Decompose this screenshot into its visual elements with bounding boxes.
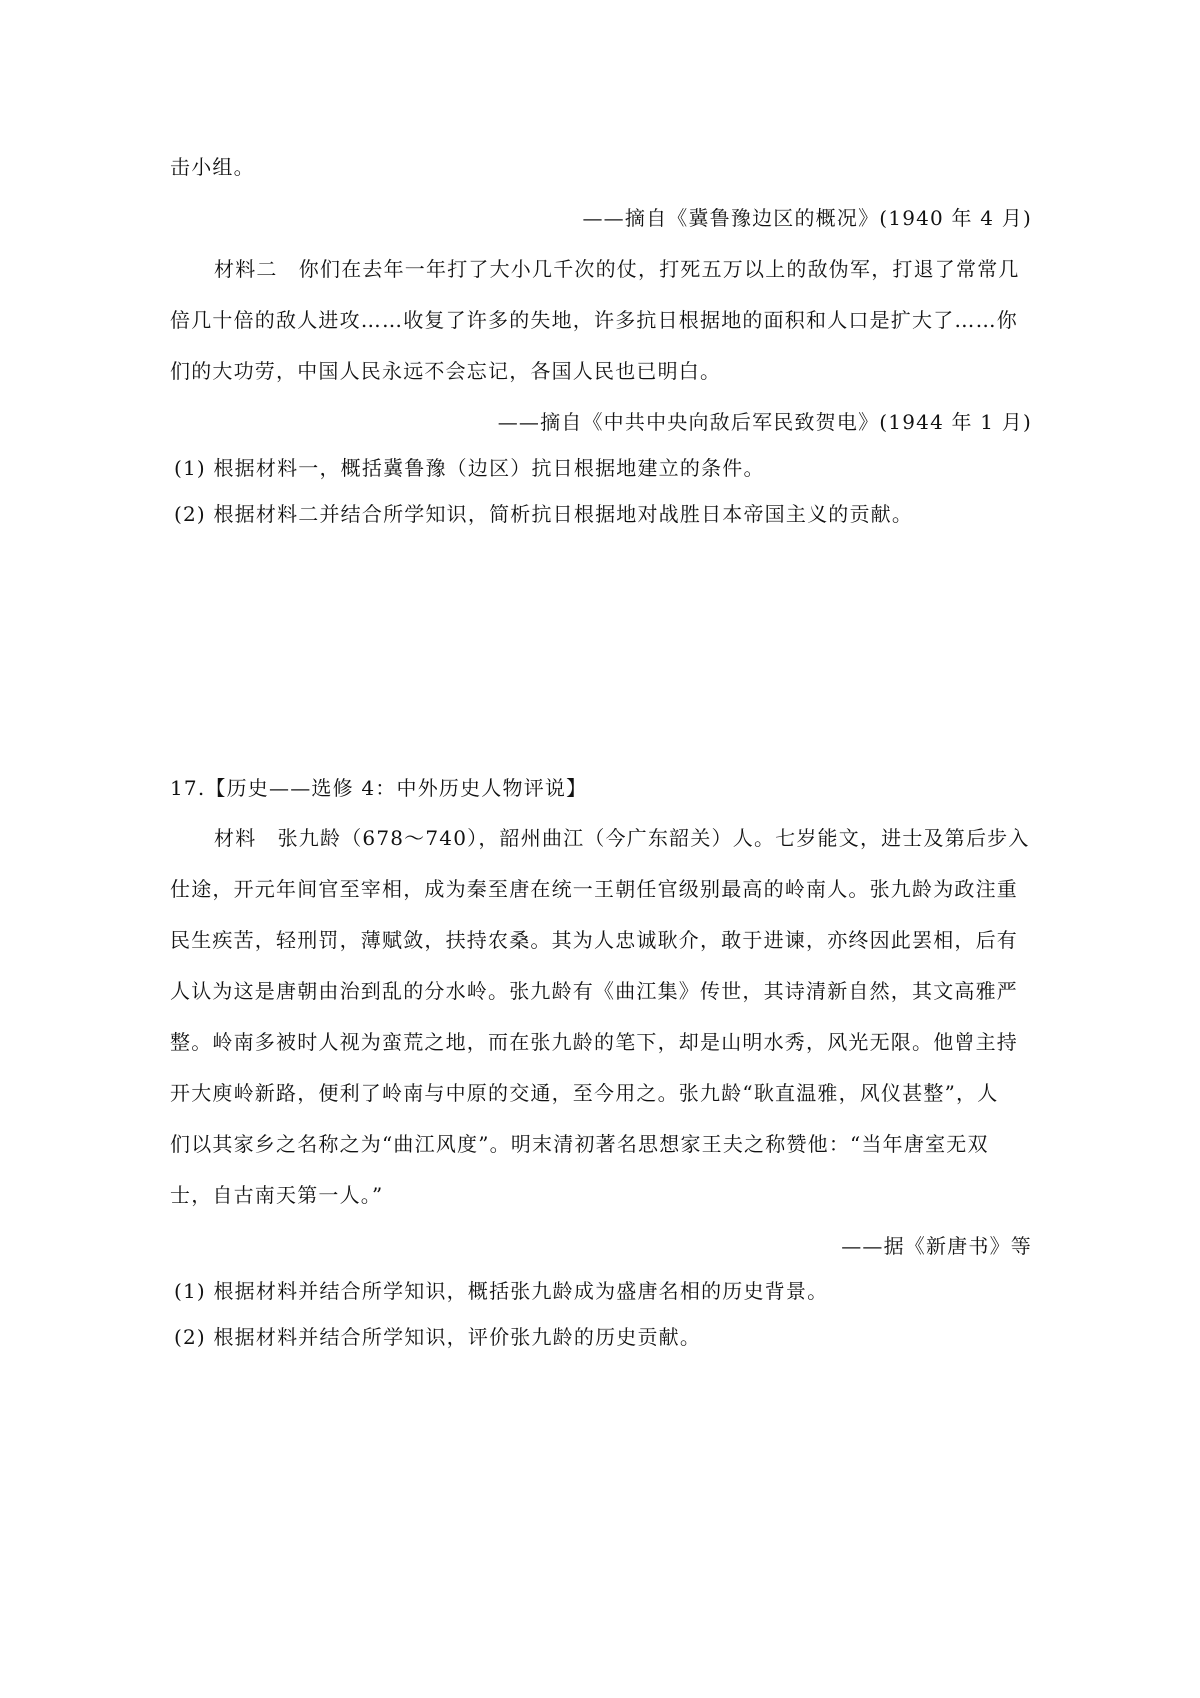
material1-source: ——摘自《冀鲁豫边区的概况》(1940 年 4 月): [582, 206, 1032, 230]
question-17-2: (2) 根据材料并结合所学知识，评价张九龄的历史贡献。: [174, 1325, 702, 1349]
question-16-1: (1) 根据材料一，概括冀鲁豫（边区）抗日根据地建立的条件。: [174, 456, 765, 480]
material-source: ——据《新唐书》等: [841, 1234, 1032, 1258]
material-line: 士，自古南天第一人。”: [170, 1183, 384, 1207]
material-line: 整。岭南多被时人视为蛮荒之地，而在张九龄的笔下，却是山明水秀，风光无限。他曾主持: [170, 1030, 1018, 1054]
material-line: 民生疾苦，轻刑罚，薄赋敛，扶持农桑。其为人忠诚耿介，敢于进谏，亦终因此罢相，后有: [170, 928, 1018, 952]
material2-line: 材料二 你们在去年一年打了大小几千次的仗，打死五万以上的敌伪军，打退了常常几: [214, 257, 1020, 281]
material-line: 材料 张九龄（678～740），韶州曲江（今广东韶关）人。七岁能文，进士及第后步入: [214, 826, 1030, 850]
question-16-2: (2) 根据材料二并结合所学知识，简析抗日根据地对战胜日本帝国主义的贡献。: [174, 502, 914, 526]
material-line: 们以其家乡之名称之为“曲江风度”。明末清初著名思想家王夫之称赞他：“当年唐室无双: [170, 1132, 989, 1156]
material2-source: ——摘自《中共中央向敌后军民致贺电》(1944 年 1 月): [497, 410, 1032, 434]
question-17-1: (1) 根据材料并结合所学知识，概括张九龄成为盛唐名相的历史背景。: [174, 1279, 829, 1303]
material-line: 开大庾岭新路，便利了岭南与中原的交通，至今用之。张九龄“耿直温雅，风仪甚整”，人: [170, 1081, 999, 1105]
material1-tail: 击小组。: [170, 155, 255, 179]
material2-line: 们的大功劳，中国人民永远不会忘记，各国人民也已明白。: [170, 359, 722, 383]
material-line: 人认为这是唐朝由治到乱的分水岭。张九龄有《曲江集》传世，其诗清新自然，其文高雅严: [170, 979, 1018, 1003]
material-line: 仕途，开元年间官至宰相，成为秦至唐在统一王朝任官级别最高的岭南人。张九龄为政注重: [170, 877, 1018, 901]
material2-line: 倍几十倍的敌人进攻……收复了许多的失地，许多抗日根据地的面积和人口是扩大了……你: [170, 308, 1018, 332]
question-17-heading: 17.【历史——选修 4：中外历史人物评说】: [170, 776, 588, 800]
